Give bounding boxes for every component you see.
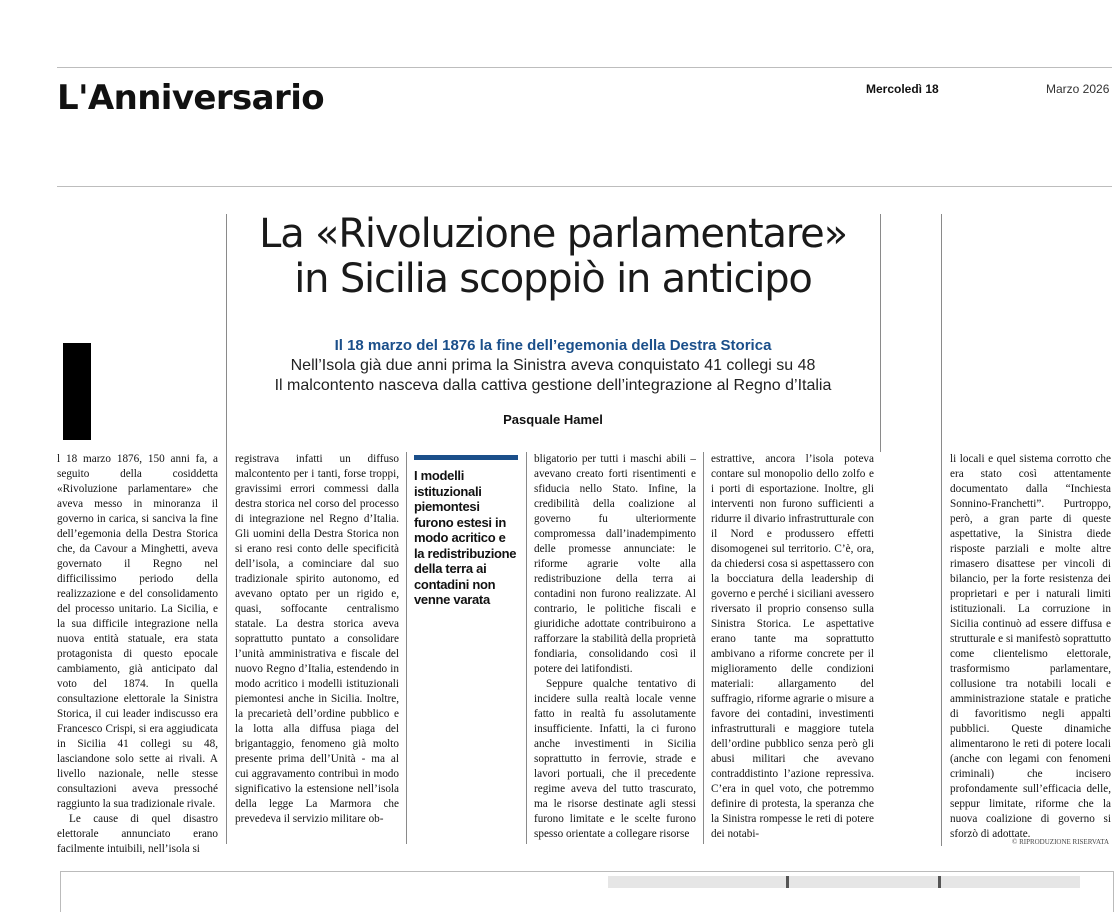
subheadline: Il malcontento nasceva dalla cattiva gestione dell’integrazione al Regno d’Italia [274,377,832,394]
next-article-photo [608,876,1080,888]
paragraph: Seppure qualche tentativo di incidere sulla realtà locale venne fatto in realtà fu assolutamente insufficiente. Infatti, la ci furono anche investimenti in Sicilia soprattutto in ferrovie, strade e lavori portuali, che il precedente regime aveva del tutto trascurato, ma le risorse destinate agli stessi furono limitate e le scelte furono spesso orientate a collegare risorse [534,678,696,840]
date-month: Marzo 2026 [1046,82,1110,96]
article-column-3 [534,452,696,868]
photo-detail [786,876,789,888]
section-name: L'Anniversario [57,78,325,118]
headline-right-rule [880,214,881,452]
article-column-4 [711,452,874,868]
sidebar-left-rule [941,214,942,846]
column-rule [226,452,227,844]
paragraph: registrava infatti un diffuso malcontento per i tanti, forse troppi, gravissimi errori commessi dalla destra storica nel corso del processo di integrazione nel Regno d’Italia. Gli uomini della Destra Storica non si erano resi conto delle specificità dell’isola, a cominciare dal suo tradizionale spirito autonomo, ed avevano optato per un rigido e, quasi, soffocante centralismo statale. La destra storica aveva soprattutto puntato a consolidare l’unità amministrativa e fiscale del nuovo Regno d’Italia, estendendo in modo acritico i modelli istituzionali piemontesi anche in Sicilia. Inoltre, la precarietà dell’ordine pubblico e la lotta alla diffusa piaga del brigantaggio, fenomeno già molto presente prima dell’Unità - ma al cui aggravamento contribuì in modo significativo la estensione nell’isola della legge La Marmora che prevedeva il servizio militare ob- [235,453,399,825]
paragraph: bligatorio per tutti i maschi abili – avevano creato forti risentimenti e sfiducia nello Stato. Infine, la credibilità della coalizione al governo fu ulteriormente compromessa dall’inadempimento delle promesse annunciate: le riforme agrarie volte alla redistribuzione della terra ai contadini non furono realizzate. Al contrario, le politiche fiscali e giuridiche adottate contribuirono a rafforzare la stabilità della proprietà fondiaria, consolidando così il potere dei latifondisti. [534,453,696,675]
kicker: Il 18 marzo del 1876 la fine dell’egemonia della Destra Storica [334,337,772,354]
subheadline: Nell’Isola già due anni prima la Sinistra aveva conquistato 41 collegi su 48 [290,357,816,374]
column-rule [703,452,704,844]
photo-detail [938,876,941,888]
article-column-2 [235,452,399,868]
header-bottom-rule [57,186,1112,187]
paragraph: l 18 marzo 1876, 150 anni fa, a seguito della cosiddetta «Rivoluzione parlamentare» che aveva messo in minoranza il governo in carica, si sanciva la fine dell’egemonia della Destra Storica che, da Cavour a Minghetti, aveva governato il Regno nel difficilissimo periodo della realizzazione e del consolidamento del processo unitario. La Sicilia, e la sua difficile integrazione nella nuova entità statuale, era stata protagonista di questo epocale cambiamento, già anticipato dal voto del 1874. In quella consultazione elettorale la Sinistra Storica, il cui leader indiscusso era Francesco Crispi, si era aggiudicata in Sicilia 41 collegi su 48, lasciandone solo sette ai rivali. A livello nazionale, nelle stesse consultazioni aveva pressoché raggiunto la sua tradizionale rivale. [57,453,218,810]
article-column-5 [950,452,1111,856]
headline-line: La «Rivoluzione parlamentare» [259,211,847,257]
article-column-1 [57,452,218,868]
pull-quote-text: I modelli istituzionali piemontesi furono estesi in modo acritico e la redistribuzione della terra ai contadini non venne varata [414,468,517,607]
headline [226,212,880,302]
paragraph: Le cause di quel disastro elettorale annunciato erano facilmente intuibili, nell’isola si [57,813,218,855]
author-byline: Pasquale Hamel [503,412,603,427]
column-rule [406,452,407,844]
paragraph: li locali e quel sistema corrotto che era stato così attentamente documentato dalla “Inchiesta Sonnino-Franchetti”. Purtroppo, però, a gran parte di queste aspettative, la Sinistra diede risposte parziali e molte altre rimasero disattese per vincoli di bilancio, per la forte resistenza dei proprietari e per i naturali limiti istituzionali. La corruzione in Sicilia continuò ad essere diffusa e strutturale e si manifestò soprattutto come clientelismo elettorale, trasformismo parlamentare, collusione tra notabili locali e amministrazione statale e pratiche di favoritismo negli appalti pubblici. Queste dinamiche alimentarono le reti di potere locali (anche con legami con fenomeni criminali) che incisero profondamente sull’efficacia delle, seppur limitate, riforme che la nuova coalizione di governo si sforzò di adottate. [950,453,1111,840]
pull-quote [414,455,518,608]
column-rule [526,452,527,844]
summary [226,336,880,396]
copyright-notice: © RIPRODUZIONE RISERVATA [1012,838,1110,846]
top-rule [57,67,1112,68]
drop-cap-block [63,343,91,440]
paragraph: estrattive, ancora l’isola poteva contare sul monopolio dello zolfo e i porti di esportazione. Inoltre, gli interventi non furono sufficienti a ridurre il divario infrastrutturale con il Nord e produssero effetti disomogenei sul territorio. C’è, ora, da chiedersi cosa si aspettassero con la bocciatura della leadership di governo e perché i siciliani avessero riversato il proprio consenso sulla Sinistra Storica. Le aspettative erano tante ma soprattutto ambivano a riforme concrete per il miglioramento delle condizioni materiali: allargamento del suffragio, riforme agrarie o misure a favore dei contadini, investimenti infrastrutturali e maggiore tutela dell’ordine pubblico senza però gli abusi militari che avevano contraddistinto l’azione repressiva. C’era in quel voto, che potremmo definire di protesta, la speranza che la Sinistra rompesse le reti di potere dei notabi- [711,453,874,840]
date-day: Mercoledì 18 [866,82,939,96]
headline-line: in Sicilia scoppiò in anticipo [294,256,812,302]
